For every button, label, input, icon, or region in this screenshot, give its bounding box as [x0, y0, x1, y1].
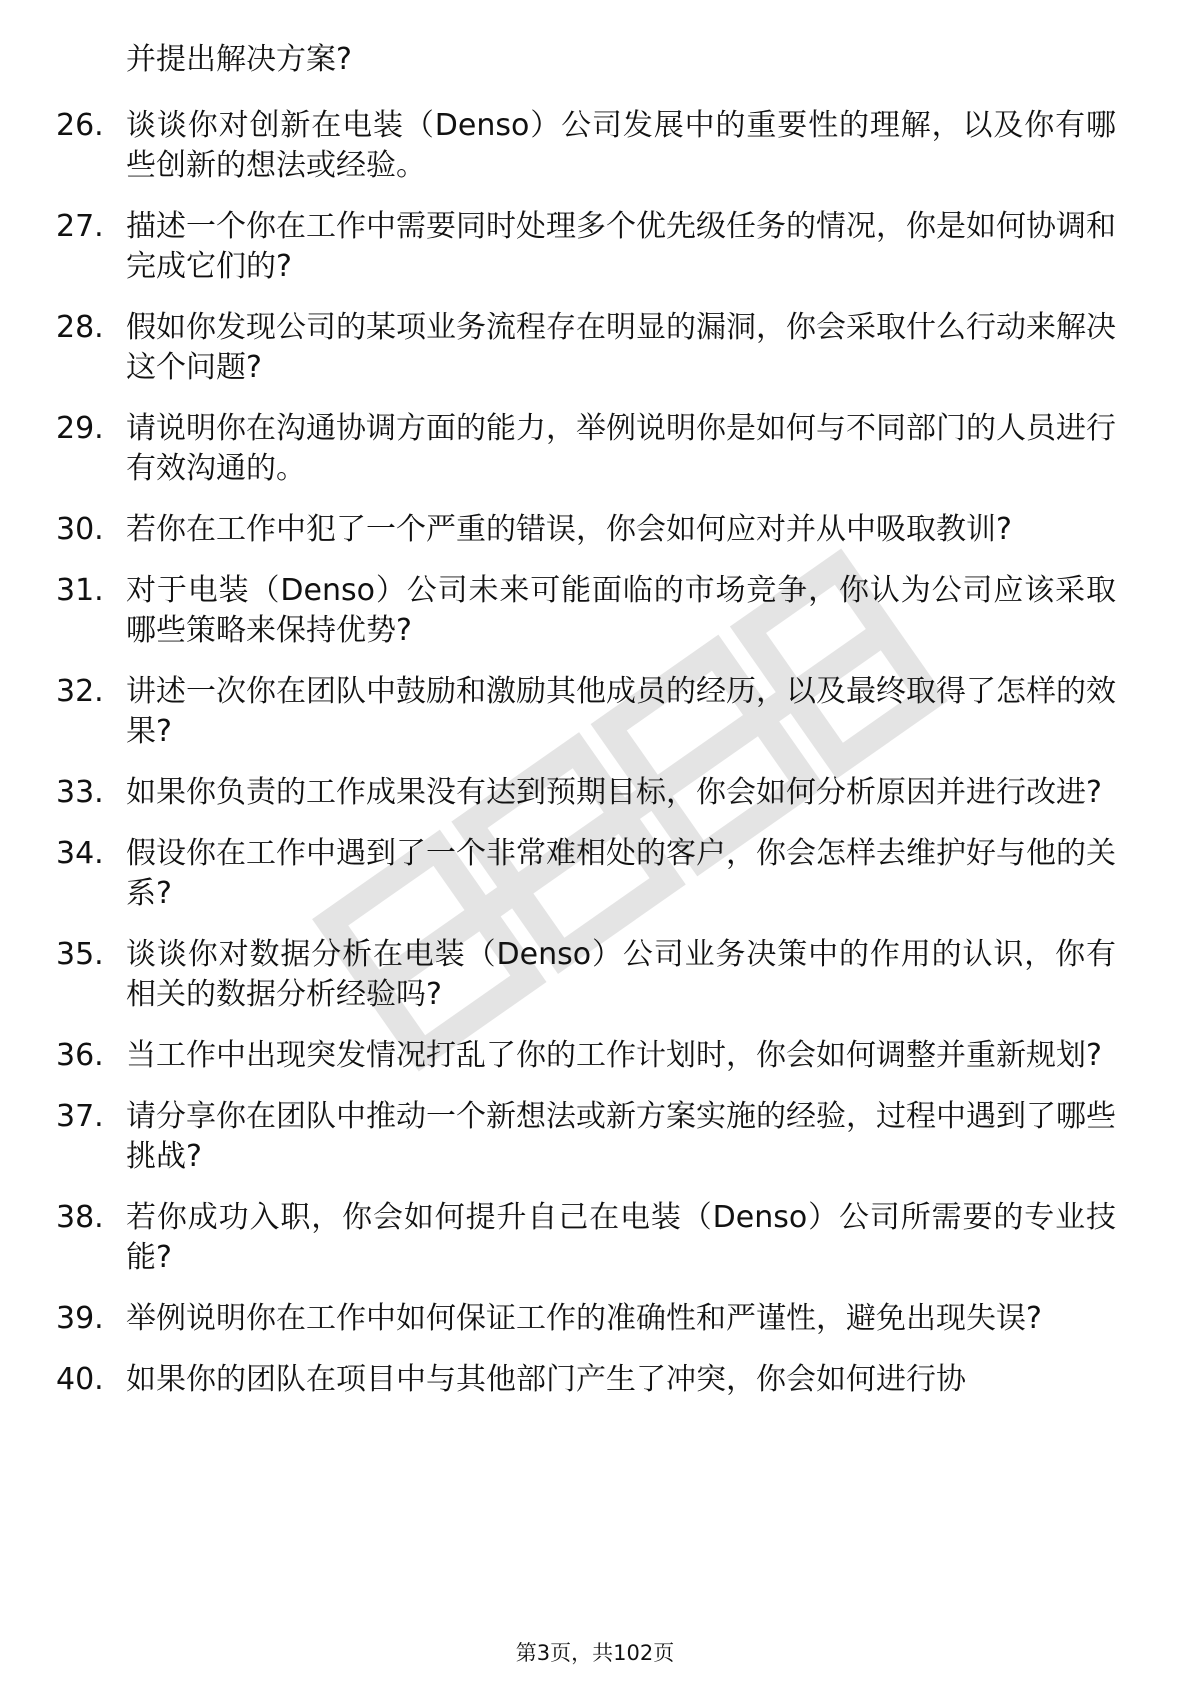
question-text: 对于电装（Denso）公司未来可能面临的市场竞争，你认为公司应该采取哪些策略来保持优势?: [126, 573, 1116, 648]
question-list: [56, 106, 1116, 1421]
question-item: [56, 1299, 1116, 1339]
question-item: [56, 1036, 1116, 1076]
question-text: 如果你的团队在项目中与其他部门产生了冲突，你会如何进行协: [126, 1362, 966, 1397]
question-item: [56, 510, 1116, 550]
question-text: 若你在工作中犯了一个严重的错误，你会如何应对并从中吸取教训?: [126, 512, 1012, 547]
question-item: [56, 308, 1116, 388]
question-number: 36.: [56, 1038, 104, 1073]
question-number: 37.: [56, 1099, 104, 1134]
question-number: 32.: [56, 674, 104, 709]
question-number: 40.: [56, 1362, 104, 1397]
question-number: 35.: [56, 937, 104, 972]
question-number: 38.: [56, 1200, 104, 1235]
question-number: 34.: [56, 836, 104, 871]
question-item: [56, 1198, 1116, 1278]
question-text: 谈谈你对数据分析在电装（Denso）公司业务决策中的作用的认识，你有相关的数据分析经验吗?: [126, 937, 1116, 1012]
question-number: 27.: [56, 209, 104, 244]
question-text: 当工作中出现突发情况打乱了你的工作计划时，你会如何调整并重新规划?: [126, 1038, 1102, 1073]
question-text: 假设你在工作中遇到了一个非常难相处的客户，你会怎样去维护好与他的关系?: [126, 836, 1116, 911]
question-item: [56, 672, 1116, 752]
question-item: [56, 1360, 1116, 1400]
question-item: [56, 106, 1116, 186]
question-text: 如果你负责的工作成果没有达到预期目标，你会如何分析原因并进行改进?: [126, 775, 1102, 810]
question-text: 假如你发现公司的某项业务流程存在明显的漏洞，你会采取什么行动来解决这个问题?: [126, 310, 1116, 385]
continuation-text: 并提出解决方案?: [126, 42, 352, 77]
question-number: 29.: [56, 411, 104, 446]
question-item: [56, 1097, 1116, 1177]
question-item: [56, 571, 1116, 651]
question-item: [56, 207, 1116, 287]
page-footer: 第3页，共102页: [515, 1641, 675, 1665]
question-text: 举例说明你在工作中如何保证工作的准确性和严谨性，避免出现失误?: [126, 1301, 1042, 1336]
question-number: 30.: [56, 512, 104, 547]
question-number: 31.: [56, 573, 104, 608]
question-number: 26.: [56, 108, 104, 143]
question-text: 若你成功入职，你会如何提升自己在电装（Denso）公司所需要的专业技能?: [126, 1200, 1116, 1275]
question-number: 33.: [56, 775, 104, 810]
question-text: 讲述一次你在团队中鼓励和激励其他成员的经历，以及最终取得了怎样的效果?: [126, 674, 1116, 749]
question-number: 28.: [56, 310, 104, 345]
question-text: 描述一个你在工作中需要同时处理多个优先级任务的情况，你是如何协调和完成它们的?: [126, 209, 1116, 284]
question-item: [56, 935, 1116, 1015]
question-text: 谈谈你对创新在电装（Denso）公司发展中的重要性的理解，以及你有哪些创新的想法或经验。: [126, 108, 1116, 183]
question-item: [56, 409, 1116, 489]
question-item: [56, 834, 1116, 914]
question-text: 请分享你在团队中推动一个新想法或新方案实施的经验，过程中遇到了哪些挑战?: [126, 1099, 1116, 1174]
question-text: 请说明你在沟通协调方面的能力，举例说明你是如何与不同部门的人员进行有效沟通的。: [126, 411, 1116, 486]
question-item: [56, 773, 1116, 813]
question-number: 39.: [56, 1301, 104, 1336]
